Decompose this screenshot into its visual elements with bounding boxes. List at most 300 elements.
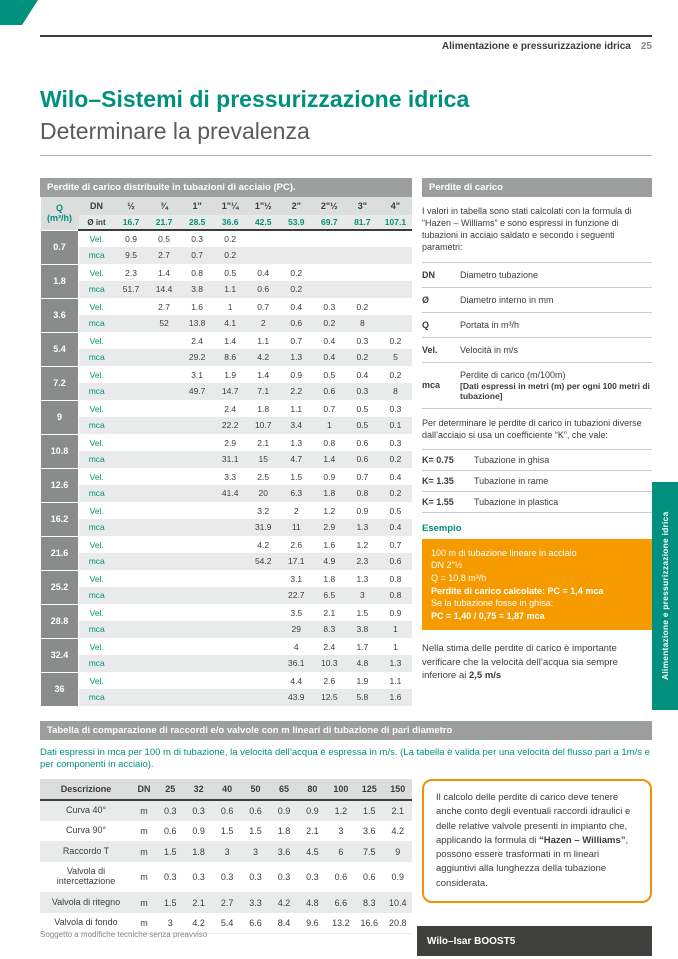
headloss-row bbox=[41, 519, 413, 536]
velocity-value: 1.1 bbox=[247, 332, 280, 349]
velocity-value bbox=[115, 366, 148, 383]
velocity-value: 0.3 bbox=[346, 332, 379, 349]
flow-rate-value: 3.6 bbox=[41, 298, 79, 332]
headloss-value: 10.3 bbox=[313, 655, 346, 672]
headloss-value: 10.7 bbox=[247, 417, 280, 434]
velocity-value: 0.4 bbox=[379, 468, 412, 485]
dn-column-header: DN bbox=[132, 779, 156, 800]
headloss-value bbox=[181, 587, 214, 604]
inner-diameter-value: 21.7 bbox=[148, 215, 181, 230]
headloss-value bbox=[379, 247, 412, 264]
main-header-sizes bbox=[41, 197, 413, 215]
parameter-symbol: Q bbox=[422, 312, 460, 337]
headloss-value bbox=[181, 519, 214, 536]
headloss-value bbox=[247, 587, 280, 604]
equivalent-length-value: 13.2 bbox=[327, 913, 355, 934]
headloss-value bbox=[115, 383, 148, 400]
equivalent-length-value: 0.3 bbox=[213, 862, 241, 892]
velocity-value bbox=[181, 570, 214, 587]
velocity-value: 0.3 bbox=[181, 230, 214, 247]
velocity-value: 0.3 bbox=[379, 400, 412, 417]
velocity-value: 1.4 bbox=[247, 366, 280, 383]
equivalent-length-value: 6.6 bbox=[241, 913, 269, 934]
description-header: Descrizione bbox=[40, 779, 132, 800]
headloss-value: 8 bbox=[379, 383, 412, 400]
pipe-size-header: 2" bbox=[280, 197, 313, 215]
unit-label: m bbox=[132, 913, 156, 934]
pipe-size-header: ¾ bbox=[148, 197, 181, 215]
velocity-value: 2.1 bbox=[313, 604, 346, 621]
velocity-value: 3.3 bbox=[214, 468, 247, 485]
headloss-value: 14.7 bbox=[214, 383, 247, 400]
headloss-value: 14.4 bbox=[148, 281, 181, 298]
headloss-value: 0.8 bbox=[379, 587, 412, 604]
velocity-row bbox=[41, 332, 413, 349]
headloss-value: 1.1 bbox=[214, 281, 247, 298]
equivalent-length-value: 3.6 bbox=[270, 842, 298, 863]
velocity-row bbox=[41, 264, 413, 281]
headloss-value: 1.3 bbox=[379, 655, 412, 672]
headloss-row bbox=[41, 315, 413, 332]
velocity-value: 3.1 bbox=[181, 366, 214, 383]
headloss-row-label: mca bbox=[79, 621, 115, 638]
product-name: Wilo–Isar BOOST5 bbox=[427, 935, 516, 947]
inner-diameter-value: 36.6 bbox=[214, 215, 247, 230]
velocity-value: 0.9 bbox=[379, 604, 412, 621]
equivalent-length-value: 4.2 bbox=[384, 821, 413, 842]
headloss-value bbox=[115, 315, 148, 332]
cmp-table-body bbox=[40, 800, 412, 933]
equivalent-length-value: 1.8 bbox=[270, 821, 298, 842]
headloss-value: 1.3 bbox=[280, 349, 313, 366]
headloss-value bbox=[214, 587, 247, 604]
velocity-value bbox=[148, 366, 181, 383]
velocity-value: 0.4 bbox=[280, 298, 313, 315]
headloss-value: 5 bbox=[379, 349, 412, 366]
velocity-row-label: Vel. bbox=[79, 672, 115, 689]
velocity-value: 3.2 bbox=[247, 502, 280, 519]
equivalent-length-value: 0.9 bbox=[270, 800, 298, 821]
velocity-value bbox=[214, 536, 247, 553]
equivalent-length-value: 0.3 bbox=[241, 862, 269, 892]
fitting-name: Valvola di intercettazione bbox=[40, 862, 132, 892]
velocity-value bbox=[148, 332, 181, 349]
headloss-value bbox=[148, 655, 181, 672]
velocity-row bbox=[41, 604, 413, 621]
velocity-row-label: Vel. bbox=[79, 332, 115, 349]
velocity-value: 2.6 bbox=[280, 536, 313, 553]
headloss-value bbox=[181, 417, 214, 434]
info-panel-intro: I valori in tabella sono stati calcolati con la formula di “Hazen – Williams” e sono espressi in funzione di tubazioni in acciaio saldato e secondo i seguenti parametri: bbox=[422, 206, 632, 253]
parameters-table bbox=[422, 262, 652, 409]
headloss-value: 0.6 bbox=[346, 451, 379, 468]
headloss-value bbox=[346, 247, 379, 264]
velocity-value: 0.9 bbox=[313, 468, 346, 485]
fitting-name: Curva 40° bbox=[40, 800, 132, 821]
velocity-value bbox=[115, 536, 148, 553]
info-panel bbox=[422, 178, 652, 707]
headloss-value: 0.2 bbox=[379, 451, 412, 468]
headloss-value: 3.8 bbox=[181, 281, 214, 298]
velocity-value bbox=[181, 672, 214, 689]
equivalent-length-value: 9.6 bbox=[298, 913, 326, 934]
headloss-value: 52 bbox=[148, 315, 181, 332]
velocity-row bbox=[41, 570, 413, 587]
velocity-value: 1.3 bbox=[280, 434, 313, 451]
headloss-row bbox=[41, 417, 413, 434]
equivalent-length-value: 1.8 bbox=[184, 842, 212, 863]
velocity-value bbox=[181, 434, 214, 451]
headloss-value bbox=[181, 689, 214, 706]
velocity-row bbox=[41, 298, 413, 315]
fitting-name: Raccordo T bbox=[40, 842, 132, 863]
equivalent-length-value: 0.9 bbox=[184, 821, 212, 842]
headloss-row bbox=[41, 451, 413, 468]
headloss-value: 4.2 bbox=[247, 349, 280, 366]
example-line: Q = 10,8 m³/h bbox=[431, 573, 487, 584]
fitting-name: Curva 90° bbox=[40, 821, 132, 842]
footer-disclaimer: Soggetto a modifiche tecniche senza preavviso bbox=[40, 930, 208, 939]
headloss-value: 0.3 bbox=[346, 383, 379, 400]
velocity-value bbox=[214, 638, 247, 655]
velocity-value: 2.3 bbox=[115, 264, 148, 281]
velocity-row bbox=[41, 434, 413, 451]
equivalent-length-value: 0.6 bbox=[156, 821, 184, 842]
inner-diameter-value: 42.5 bbox=[247, 215, 280, 230]
velocity-value bbox=[247, 570, 280, 587]
velocity-value: 2.1 bbox=[247, 434, 280, 451]
headloss-row-label: mca bbox=[79, 417, 115, 434]
equivalent-length-value: 0.3 bbox=[298, 862, 326, 892]
velocity-value bbox=[214, 604, 247, 621]
velocity-value: 0.3 bbox=[379, 434, 412, 451]
velocity-value: 4.4 bbox=[280, 672, 313, 689]
equivalent-length-value: 3 bbox=[327, 821, 355, 842]
fitting-row bbox=[40, 892, 412, 913]
section-side-tab bbox=[652, 482, 678, 710]
headloss-value bbox=[181, 655, 214, 672]
velocity-value: 0.7 bbox=[346, 468, 379, 485]
parameter-symbol: Ø bbox=[422, 287, 460, 312]
headloss-value: 0.6 bbox=[379, 553, 412, 570]
k-coefficient-value: K= 1.35 bbox=[422, 470, 474, 491]
headloss-value: 1.6 bbox=[379, 689, 412, 706]
dn-size-header: 125 bbox=[355, 779, 383, 800]
inner-diameter-label: Ø int bbox=[79, 215, 115, 230]
equivalent-length-value: 4.2 bbox=[270, 892, 298, 913]
pipe-size-header: 1"½ bbox=[247, 197, 280, 215]
fitting-row bbox=[40, 821, 412, 842]
fitting-name: Valvola di ritegno bbox=[40, 892, 132, 913]
equivalent-length-value: 6 bbox=[327, 842, 355, 863]
k-table-body bbox=[422, 449, 652, 512]
parameter-row bbox=[422, 312, 652, 337]
flow-rate-value: 25.2 bbox=[41, 570, 79, 604]
headloss-value: 9.5 bbox=[115, 247, 148, 264]
parameter-description: Portata in m³/h bbox=[460, 312, 652, 337]
velocity-value bbox=[313, 264, 346, 281]
equivalent-length-value: 6.6 bbox=[327, 892, 355, 913]
headloss-row bbox=[41, 655, 413, 672]
velocity-value: 3.5 bbox=[280, 604, 313, 621]
headloss-value bbox=[247, 621, 280, 638]
velocity-row bbox=[41, 502, 413, 519]
pipe-size-header: 1"¼ bbox=[214, 197, 247, 215]
equivalent-length-value: 0.6 bbox=[355, 862, 383, 892]
velocity-value bbox=[247, 638, 280, 655]
k-coefficients-table bbox=[422, 449, 652, 513]
headloss-value: 0.7 bbox=[181, 247, 214, 264]
equivalent-length-value: 0.3 bbox=[156, 862, 184, 892]
example-line: Perdite di carico calcolate: PC = 1,4 mca bbox=[431, 585, 604, 596]
velocity-row-label: Vel. bbox=[79, 264, 115, 281]
headloss-value: 0.8 bbox=[346, 485, 379, 502]
k-coefficient-row bbox=[422, 449, 652, 470]
parameter-description: Diametro tubazione bbox=[460, 262, 652, 287]
velocity-value bbox=[115, 434, 148, 451]
headloss-value bbox=[115, 587, 148, 604]
headloss-value bbox=[181, 485, 214, 502]
velocity-value bbox=[115, 672, 148, 689]
inner-diameter-value: 81.7 bbox=[346, 215, 379, 230]
equivalent-length-value: 2.1 bbox=[298, 821, 326, 842]
headloss-value bbox=[181, 451, 214, 468]
velocity-value: 0.7 bbox=[379, 536, 412, 553]
headloss-value: 0.2 bbox=[214, 247, 247, 264]
velocity-value bbox=[148, 570, 181, 587]
velocity-value: 0.7 bbox=[313, 400, 346, 417]
flow-rate-value: 7.2 bbox=[41, 366, 79, 400]
flow-rate-value: 36 bbox=[41, 672, 79, 706]
equivalent-length-value: 2.1 bbox=[384, 800, 413, 821]
equivalent-length-value: 0.6 bbox=[213, 800, 241, 821]
velocity-row-label: Vel. bbox=[79, 570, 115, 587]
headloss-value bbox=[148, 417, 181, 434]
parameter-description: Diametro interno in mm bbox=[460, 287, 652, 312]
parameter-description: Velocità in m/s bbox=[460, 337, 652, 362]
equivalent-length-value: 8.4 bbox=[270, 913, 298, 934]
velocity-row-label: Vel. bbox=[79, 400, 115, 417]
flow-rate-value: 28.8 bbox=[41, 604, 79, 638]
headloss-value bbox=[115, 417, 148, 434]
headloss-value bbox=[214, 689, 247, 706]
velocity-value: 4.2 bbox=[247, 536, 280, 553]
velocity-value bbox=[148, 502, 181, 519]
page-subtitle: Determinare la prevalenza bbox=[40, 118, 310, 144]
inner-diameter-value: 107.1 bbox=[379, 215, 412, 230]
pipe-size-header: 3" bbox=[346, 197, 379, 215]
velocity-row-label: Vel. bbox=[79, 434, 115, 451]
comparison-row bbox=[40, 779, 652, 934]
velocity-value: 1.1 bbox=[280, 400, 313, 417]
velocity-value bbox=[148, 536, 181, 553]
velocity-row bbox=[41, 672, 413, 689]
cmp-header-row bbox=[40, 779, 412, 800]
velocity-value: 0.4 bbox=[313, 332, 346, 349]
headloss-row-label: mca bbox=[79, 281, 115, 298]
headloss-value: 2.7 bbox=[148, 247, 181, 264]
headloss-value: 0.4 bbox=[313, 349, 346, 366]
velocity-value: 0.5 bbox=[214, 264, 247, 281]
velocity-value: 1.1 bbox=[379, 672, 412, 689]
velocity-value: 2.5 bbox=[247, 468, 280, 485]
headloss-row bbox=[41, 553, 413, 570]
velocity-value: 0.3 bbox=[313, 298, 346, 315]
headloss-value: 1.4 bbox=[313, 451, 346, 468]
velocity-value bbox=[214, 672, 247, 689]
headloss-row-label: mca bbox=[79, 315, 115, 332]
velocity-value bbox=[181, 638, 214, 655]
velocity-value: 2 bbox=[280, 502, 313, 519]
headloss-value: 1.8 bbox=[313, 485, 346, 502]
velocity-value: 2.4 bbox=[181, 332, 214, 349]
headloss-value bbox=[148, 553, 181, 570]
headloss-row bbox=[41, 485, 413, 502]
velocity-value bbox=[115, 638, 148, 655]
equivalent-length-value: 2.7 bbox=[213, 892, 241, 913]
velocity-value bbox=[280, 230, 313, 247]
equivalent-length-value: 7.5 bbox=[355, 842, 383, 863]
velocity-value bbox=[247, 230, 280, 247]
page-title: Wilo–Sistemi di pressurizzazione idrica bbox=[40, 86, 470, 112]
velocity-value: 1.9 bbox=[214, 366, 247, 383]
velocity-value: 2.6 bbox=[313, 672, 346, 689]
velocity-row bbox=[41, 400, 413, 417]
headloss-row-label: mca bbox=[79, 587, 115, 604]
headloss-value bbox=[181, 621, 214, 638]
headloss-value bbox=[214, 519, 247, 536]
headloss-value: 29.2 bbox=[181, 349, 214, 366]
velocity-value bbox=[313, 230, 346, 247]
inner-diameter-value: 28.5 bbox=[181, 215, 214, 230]
headloss-value: 31.1 bbox=[214, 451, 247, 468]
velocity-value: 0.8 bbox=[313, 434, 346, 451]
corner-mark bbox=[0, 0, 38, 25]
velocity-value bbox=[148, 638, 181, 655]
main-table-section bbox=[40, 178, 412, 707]
headloss-value bbox=[115, 655, 148, 672]
pipe-size-header: ½ bbox=[115, 197, 148, 215]
velocity-value: 0.4 bbox=[346, 366, 379, 383]
velocity-value: 0.9 bbox=[346, 502, 379, 519]
product-footer-box bbox=[417, 926, 652, 956]
parameter-row bbox=[422, 362, 652, 408]
page-number: 25 bbox=[640, 41, 652, 52]
parameter-note: [Dati espressi in metri (m) per ogni 100 metri di tubazione] bbox=[460, 380, 650, 401]
equivalent-length-value: 1.5 bbox=[156, 892, 184, 913]
example-label: Esempio bbox=[422, 522, 462, 534]
headloss-row-label: mca bbox=[79, 247, 115, 264]
example-line: DN 2"½ bbox=[431, 560, 463, 571]
headloss-value: 13.8 bbox=[181, 315, 214, 332]
velocity-value: 0.9 bbox=[280, 366, 313, 383]
headloss-value: 0.1 bbox=[379, 417, 412, 434]
fitting-row bbox=[40, 842, 412, 863]
headloss-row-label: mca bbox=[79, 349, 115, 366]
headloss-value: 31.9 bbox=[247, 519, 280, 536]
unit-label: m bbox=[132, 842, 156, 863]
comparison-section bbox=[40, 721, 652, 934]
headloss-value: 36.1 bbox=[280, 655, 313, 672]
equivalent-length-value: 4.5 bbox=[298, 842, 326, 863]
headloss-value: 41.4 bbox=[214, 485, 247, 502]
velocity-value bbox=[148, 400, 181, 417]
headloss-value: 0.6 bbox=[313, 383, 346, 400]
headloss-value: 0.5 bbox=[346, 417, 379, 434]
headloss-value: 3.4 bbox=[280, 417, 313, 434]
dn-size-header: 100 bbox=[327, 779, 355, 800]
headloss-value: 3.8 bbox=[346, 621, 379, 638]
fitting-name: Valvola di fondo bbox=[40, 913, 132, 934]
velocity-value bbox=[247, 604, 280, 621]
headloss-value: 8 bbox=[346, 315, 379, 332]
velocity-value: 0.9 bbox=[115, 230, 148, 247]
velocity-note-text: Nella stima delle perdite di carico è importante verificare che la velocità dell’acqua sia sempre inferiore ai bbox=[422, 643, 618, 681]
headloss-value: 29 bbox=[280, 621, 313, 638]
velocity-row-label: Vel. bbox=[79, 366, 115, 383]
headloss-value bbox=[148, 689, 181, 706]
velocity-value: 0.4 bbox=[247, 264, 280, 281]
velocity-value: 0.2 bbox=[379, 332, 412, 349]
velocity-value bbox=[214, 570, 247, 587]
velocity-value bbox=[115, 400, 148, 417]
content-columns bbox=[40, 178, 652, 707]
equivalent-length-value: 20.8 bbox=[384, 913, 413, 934]
velocity-value: 1.6 bbox=[313, 536, 346, 553]
headloss-value: 2.2 bbox=[280, 383, 313, 400]
comparison-title-bar: Tabella di comparazione di raccordi e/o valvole con m lineari di tubazione di pari diametro bbox=[40, 721, 652, 740]
headloss-row bbox=[41, 689, 413, 706]
dn-size-header: 50 bbox=[241, 779, 269, 800]
comparison-intro: Dati espressi in mca per 100 m di tubazione, la velocità dell’acqua è espressa in m/s. (La tabella è valida per una velocità del flusso pari a 1m/s e per componenti in acciaio). bbox=[40, 746, 650, 771]
params-table-body bbox=[422, 262, 652, 408]
velocity-value bbox=[379, 230, 412, 247]
headloss-value bbox=[115, 485, 148, 502]
k-coefficient-value: K= 0.75 bbox=[422, 449, 474, 470]
parameter-symbol: mca bbox=[422, 362, 460, 408]
headloss-value bbox=[280, 247, 313, 264]
headloss-value: 2.3 bbox=[346, 553, 379, 570]
headloss-row bbox=[41, 281, 413, 298]
dn-size-header: 25 bbox=[156, 779, 184, 800]
headloss-value: 51.7 bbox=[115, 281, 148, 298]
velocity-value bbox=[115, 570, 148, 587]
velocity-value bbox=[346, 230, 379, 247]
main-table-body bbox=[41, 230, 413, 706]
velocity-value: 0.2 bbox=[346, 298, 379, 315]
headloss-value: 12.5 bbox=[313, 689, 346, 706]
headloss-value: 0.6 bbox=[280, 315, 313, 332]
headloss-value bbox=[115, 553, 148, 570]
headloss-value bbox=[214, 655, 247, 672]
equivalent-length-value: 0.3 bbox=[156, 800, 184, 821]
headloss-value: 22.2 bbox=[214, 417, 247, 434]
velocity-row bbox=[41, 536, 413, 553]
velocity-value: 0.5 bbox=[346, 400, 379, 417]
equivalent-length-value: 1.5 bbox=[355, 800, 383, 821]
headloss-value bbox=[181, 553, 214, 570]
velocity-value: 1.8 bbox=[247, 400, 280, 417]
headloss-value: 11 bbox=[280, 519, 313, 536]
velocity-value bbox=[115, 502, 148, 519]
velocity-value: 2.4 bbox=[313, 638, 346, 655]
headloss-value: 1 bbox=[379, 621, 412, 638]
headloss-value bbox=[247, 247, 280, 264]
headloss-value: 1 bbox=[313, 417, 346, 434]
headloss-row bbox=[41, 247, 413, 264]
equivalent-length-value: 0.3 bbox=[184, 800, 212, 821]
equivalent-length-value: 1.2 bbox=[327, 800, 355, 821]
